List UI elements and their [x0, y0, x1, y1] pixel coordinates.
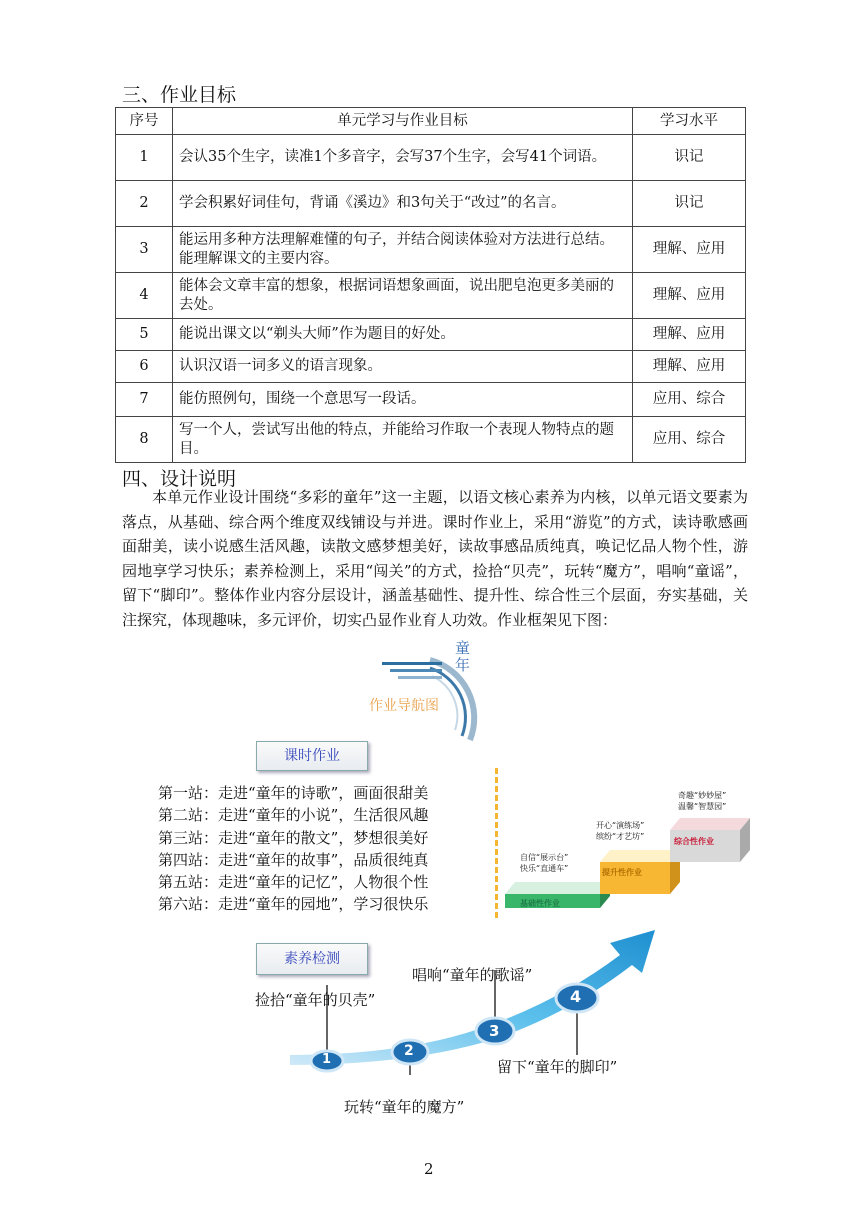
table-row — [116, 319, 746, 351]
step-label-2: 玩转“童年的魔方” — [344, 1098, 465, 1116]
step-label-3: 留下“童年的脚印” — [497, 1058, 618, 1076]
header-number: 序号 — [116, 108, 173, 135]
row-level: 应用、综合 — [633, 417, 746, 463]
header-level: 学习水平 — [633, 108, 746, 135]
stair-note: 自信“展示台” — [520, 853, 569, 862]
row-number: 1 — [116, 135, 173, 181]
row-number: 2 — [116, 181, 173, 227]
section3-title: 三、作业目标 — [122, 84, 237, 106]
table-row — [116, 383, 746, 417]
row-number: 6 — [116, 351, 173, 383]
lesson-homework-button: 课时作业 — [256, 741, 368, 771]
row-level: 应用、综合 — [633, 383, 746, 417]
section4-title: 四、设计说明 — [122, 468, 237, 490]
row-number: 5 — [116, 319, 173, 351]
row-goal: 能体会文章丰富的想象，根据词语想象画面，说出肥皂泡更多美丽的去处。 — [173, 273, 633, 319]
step-label-1: 捡拾“童年的贝壳” — [255, 991, 376, 1009]
step-number-4: 4 — [570, 987, 582, 1006]
goals-table — [115, 107, 746, 463]
row-level: 理解、应用 — [633, 227, 746, 273]
stair-note: 开心“演练场” — [596, 821, 645, 830]
row-level: 理解、应用 — [633, 351, 746, 383]
stair-note: 快乐“直通车” — [520, 864, 569, 873]
design-paragraph: 本单元作业设计围绕“多彩的童年”这一主题，以语文核心素养为内核，以单元语文要素为落点，从基础、综合两个维度双线铺设与并进。课时作业上，采用“游览”的方式，读诗歌感画面甜美，读小说感生活风趣，读散文感梦想美好，读故事感品质纯真，唤记忆品人物个性，游园地享学习快乐；素养检测上，采用“闯关”的方式，捡拾“贝壳”，玩转“魔方”，唱响“童谣”，留下“脚印”。整体作业内容分层设计，涵盖基础性、提升性、综合性三个层面，夯实基础，关注探究，体现趣味，多元评价，切实凸显作业育人功效。作业框架见下图： — [122, 488, 748, 629]
nav-title: 作业导航图 — [369, 698, 439, 714]
table-row — [116, 181, 746, 227]
row-goal: 能仿照例句，围绕一个意思写一段话。 — [173, 383, 633, 417]
nav-vertical-text: 童年 — [455, 639, 471, 674]
row-goal: 能运用多种方法理解难懂的句子，并结合阅读体验对方法进行总结。能理解课文的主要内容。 — [173, 227, 633, 273]
dashed-divider — [495, 768, 498, 918]
table-row — [116, 273, 746, 319]
table-row — [116, 227, 746, 273]
row-goal: 写一个人，尝试写出他的特点，并能给习作取一个表现人物特点的题目。 — [173, 417, 633, 463]
row-level: 理解、应用 — [633, 273, 746, 319]
row-level: 识记 — [633, 135, 746, 181]
station-item: 第五站：走进“童年的记忆”，人物很个性 — [158, 873, 429, 892]
table-row — [116, 351, 746, 383]
row-goal: 会认35个生字，读准1个多音字，会写37个生字，会写41个词语。 — [173, 135, 633, 181]
stair-note: 温馨“智慧园” — [678, 802, 727, 811]
table-row — [116, 417, 746, 463]
row-level: 识记 — [633, 181, 746, 227]
table-header-row — [116, 108, 746, 135]
row-goal: 认识汉语一词多义的语言现象。 — [173, 351, 633, 383]
station-item: 第二站：走进“童年的小说”，生活很风趣 — [158, 806, 429, 825]
row-goal: 学会积累好词佳句，背诵《溪边》和3句关于“改过”的名言。 — [173, 181, 633, 227]
row-number: 4 — [116, 273, 173, 319]
row-goal: 能说出课文以“剃头大师”作为题目的好处。 — [173, 319, 633, 351]
row-number: 7 — [116, 383, 173, 417]
step-number-2: 2 — [404, 1043, 414, 1059]
row-number: 8 — [116, 417, 173, 463]
stair-label-basic: 基础性作业 — [520, 899, 560, 908]
quality-check-button: 素养检测 — [256, 943, 368, 975]
step-number-3: 3 — [489, 1022, 500, 1040]
station-item: 第六站：走进“童年的园地”，学习很快乐 — [158, 895, 429, 914]
station-item: 第三站：走进“童年的散文”，梦想很美好 — [158, 828, 429, 847]
row-number: 3 — [116, 227, 173, 273]
header-goal: 单元学习与作业目标 — [173, 108, 633, 135]
stair-note: 缤纷“才艺坊” — [596, 832, 645, 841]
stair-note: 奇趣“妙妙屋” — [678, 791, 727, 800]
table-row — [116, 135, 746, 181]
step-number-1: 1 — [322, 1052, 332, 1067]
station-item: 第一站：走进“童年的诗歌”，画面很甜美 — [158, 784, 429, 802]
stations-list — [158, 782, 428, 916]
stair-label-comprehensive: 综合性作业 — [674, 837, 714, 846]
stair-label-improve: 提升性作业 — [602, 868, 642, 877]
page-number: 2 — [424, 1160, 434, 1178]
station-item: 第四站：走进“童年的故事”，品质很纯真 — [158, 850, 429, 869]
step-label-4: 唱响“童年的歌谣” — [412, 966, 533, 984]
row-level: 理解、应用 — [633, 319, 746, 351]
